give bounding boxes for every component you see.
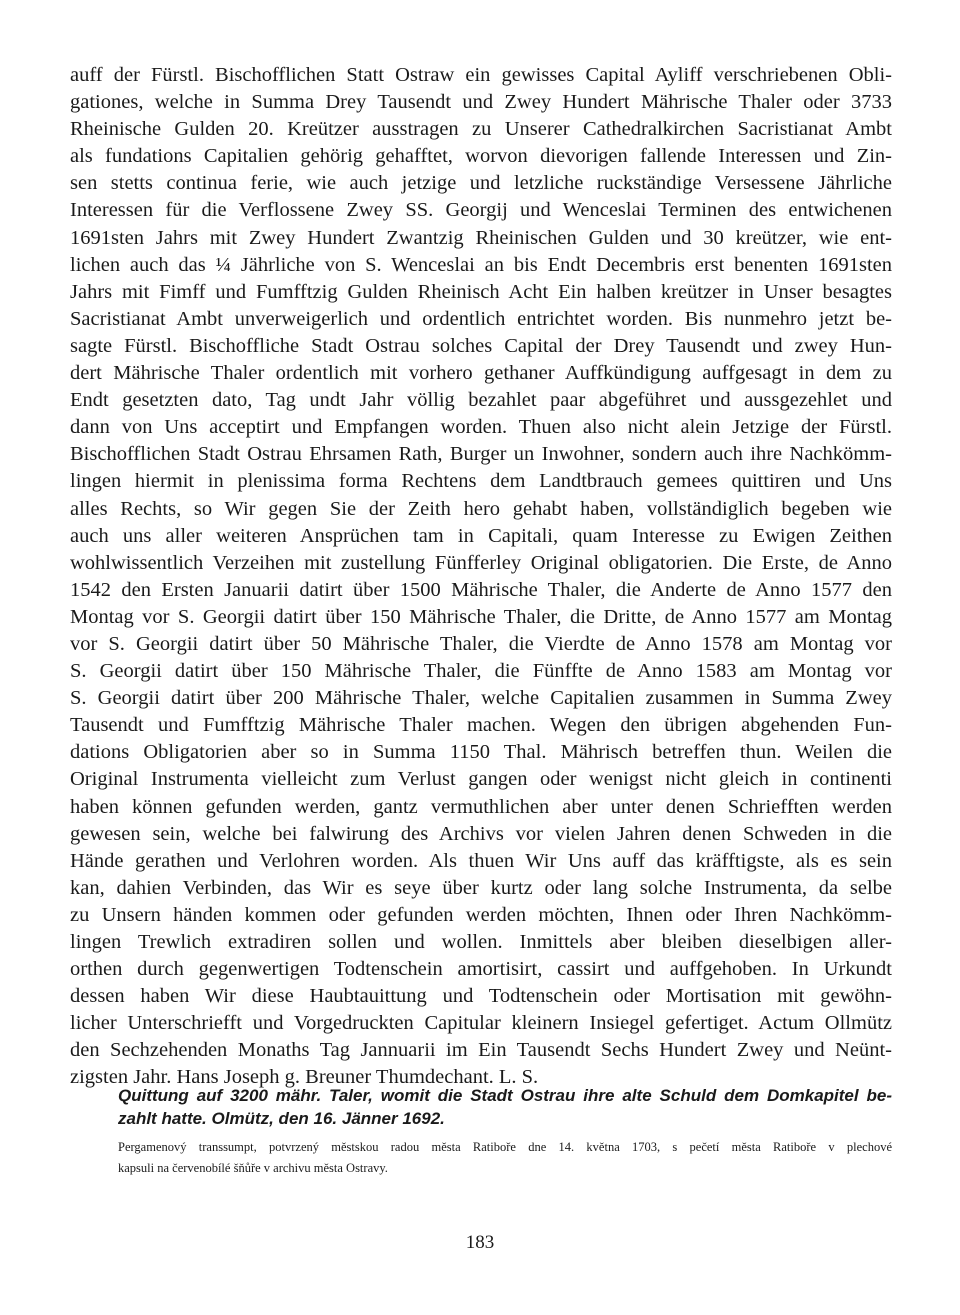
text-line: sagte Fürstl. Bischoffliche Stadt Ostrau solches Capital der Drey Tausendt und zwey Hun- xyxy=(70,334,892,357)
text-line: Jahrs mit Fimff und Fumfftzig Gulden Rheinisch Acht Ein halben kreützer in Unser besagtes xyxy=(70,280,892,303)
text-line: gewesen sein, welche bei falwirung des Archivs vor vielen Jahren denen Schweden in die xyxy=(70,822,892,845)
text-line: Original Instrumenta vielleicht zum Verlust gangen oder wenigst nicht gleich in continenti xyxy=(70,768,892,791)
text-line: dessen haben Wir diese Haubtauittung und Todtenschein oder Mortisation mit gewöhn- xyxy=(70,985,892,1008)
text-line: wohlwissentlich Verzeihen mit zustellung Fünfferley Original obligatorien. Die Erste, de Anno xyxy=(70,551,892,574)
text-line: lichen auch das ¼ Jährliche von S. Wenceslai an bis Endt Decembris erst benenten 1691sten xyxy=(70,253,892,276)
text-line: 1691sten Jahrs mit Zwey Hundert Zwantzig Rheinischen Gulden und 30 kreützer, wie ent- xyxy=(70,226,892,249)
text-line: sen stetts continua ferie, wie auch jetzige und letzliche ruckständige Versessene Jährliche xyxy=(70,172,892,195)
text-line: haben können gefunden werden, gantz vermuthlichen aber unter denen Schriefften werden xyxy=(70,795,892,818)
note-line: Pergamenový transsumpt, potvrzený městskou radou města Ratiboře dne 14. května 1703, s pečetí města Ratiboře v plechové xyxy=(118,1140,892,1154)
text-line: zigsten Jahr. Hans Joseph g. Breuner Thumdechant. L. S. xyxy=(70,1066,539,1089)
text-line: kan, dahien Verbinden, das Wir es seye über kurtz oder lang solche Instrumenta, da selbe xyxy=(70,876,892,899)
page-number: 183 xyxy=(465,1232,495,1253)
text-line: als fundations Capitalien gehörig gehafftet, worvon dievorigen fallende Interessen und Zin- xyxy=(70,145,892,168)
text-line: S. Georgii datirt über 150 Mährische Thaler, die Fünffte de Anno 1583 am Montag vor xyxy=(70,660,892,683)
text-line: Montag vor S. Georgii datirt über 150 Mährische Thaler, die Dritte, de Anno 1577 am Montag xyxy=(70,605,892,628)
text-line: gationes, welche in Summa Drey Tausendt und Zwey Hundert Mährische Thaler oder 3733 xyxy=(70,91,892,114)
text-line: Sacristianat Ambt unverweigerlich und ordentlich entrichtet worden. Bis nunmehro jetzt be- xyxy=(70,307,892,330)
text-line: auff der Fürstl. Bischofflichen Statt Ostraw ein gewisses Capital Ayliff verschriebenen Obli- xyxy=(70,64,892,86)
text-line: dations Obligatorien aber so in Summa 1150 Thal. Mährisch betreffen thun. Weilen die xyxy=(70,741,892,764)
text-line: Tausendt und Fumfftzig Mährische Thaler machen. Wegen den übrigen abgehenden Fun- xyxy=(70,714,892,737)
main-text-body xyxy=(70,62,892,1092)
text-line: lingen Trewlich extradiren sollen und wollen. Inmittels aber bleiben dieselbigen aller- xyxy=(70,931,892,953)
text-line: alles Rechts, so Wir gegen Sie der Zeith hero gehabt haben, vollständiglich begeben wie xyxy=(70,497,892,520)
text-line: lingen hiermit in plenissima forma Rechtens dem Landtbrauch gemees quittiren und Uns xyxy=(70,470,892,493)
archival-note xyxy=(118,1137,892,1179)
note-line: kapsuli na červenobílé šňůře v archivu města Ostravy. xyxy=(118,1161,388,1175)
text-line: licher Unterschriefft und Vorgedruckten Capitular kleinern Insiegel gefertiget. Actum Ollmütz xyxy=(70,1012,892,1035)
text-line: 1542 den Ersten Januarii datirt über 1500 Mährische Thaler, die Anderte de Anno 1577 den xyxy=(70,578,892,601)
text-line: vor S. Georgii datirt über 50 Mährische Thaler, die Vierdte de Anno 1578 am Montag vor xyxy=(70,632,892,655)
text-line: zu Unsern händen kommen oder gefunden werden möchten, Ihnen oder Ihren Nachkömm- xyxy=(70,903,892,926)
text-line: Rheinische Gulden 20. Kreützer ausstragen zu Unserer Cathedralkirchen Sacristianat Ambt xyxy=(70,118,892,141)
text-line: S. Georgii datirt über 200 Mährische Thaler, welche Capitalien zusammen in Summa Zwey xyxy=(70,687,892,710)
text-line: dert Mährische Thaler ordentlich mit vorhero gethaner Auffkündigung auffgesagt in dem zu xyxy=(70,362,892,385)
text-line: dann von Uns acceptirt und Empfangen worden. Thuen also nicht alein Jetzige der Fürstl. xyxy=(70,416,892,439)
text-line: Interessen für die Verflossene Zwey SS. Georgij und Wenceslai Terminen des entwichenen xyxy=(70,199,892,222)
text-line: Endt gesetzten dato, Tag undt Jahr völlig bezahlet paar abgeführet und aussgezehlet und xyxy=(70,389,892,412)
text-line: orthen durch gegenwertigen Todtenschein amortisirt, cassirt und auffgehoben. In Urkundt xyxy=(70,958,892,981)
text-line: Bischofflichen Stadt Ostrau Ehrsamen Rath, Burger un Inwohner, sondern auch ihre Nachkömm- xyxy=(70,443,892,466)
text-line: auch uns aller weiteren Ansprüchen tam in Capitali, quam Interesse zu Ewigen Zeithen xyxy=(70,524,892,547)
caption-line: zahlt hatte. Olmütz, den 16. Jänner 1692. xyxy=(118,1109,445,1128)
text-line: Hände gerathen und Verlohren worden. Als thuen Wir Uns auff das kräfftigste, als es sein xyxy=(70,849,892,872)
caption-line: Quittung auf 3200 mähr. Taler, womit die Stadt Ostrau ihre alte Schuld dem Domkapitel be- xyxy=(118,1086,892,1105)
document-caption xyxy=(118,1084,892,1130)
text-line: den Sechzehenden Monaths Tag Jannuarii im Ein Tausendt Sechs Hundert Zwey und Neünt- xyxy=(70,1039,892,1062)
